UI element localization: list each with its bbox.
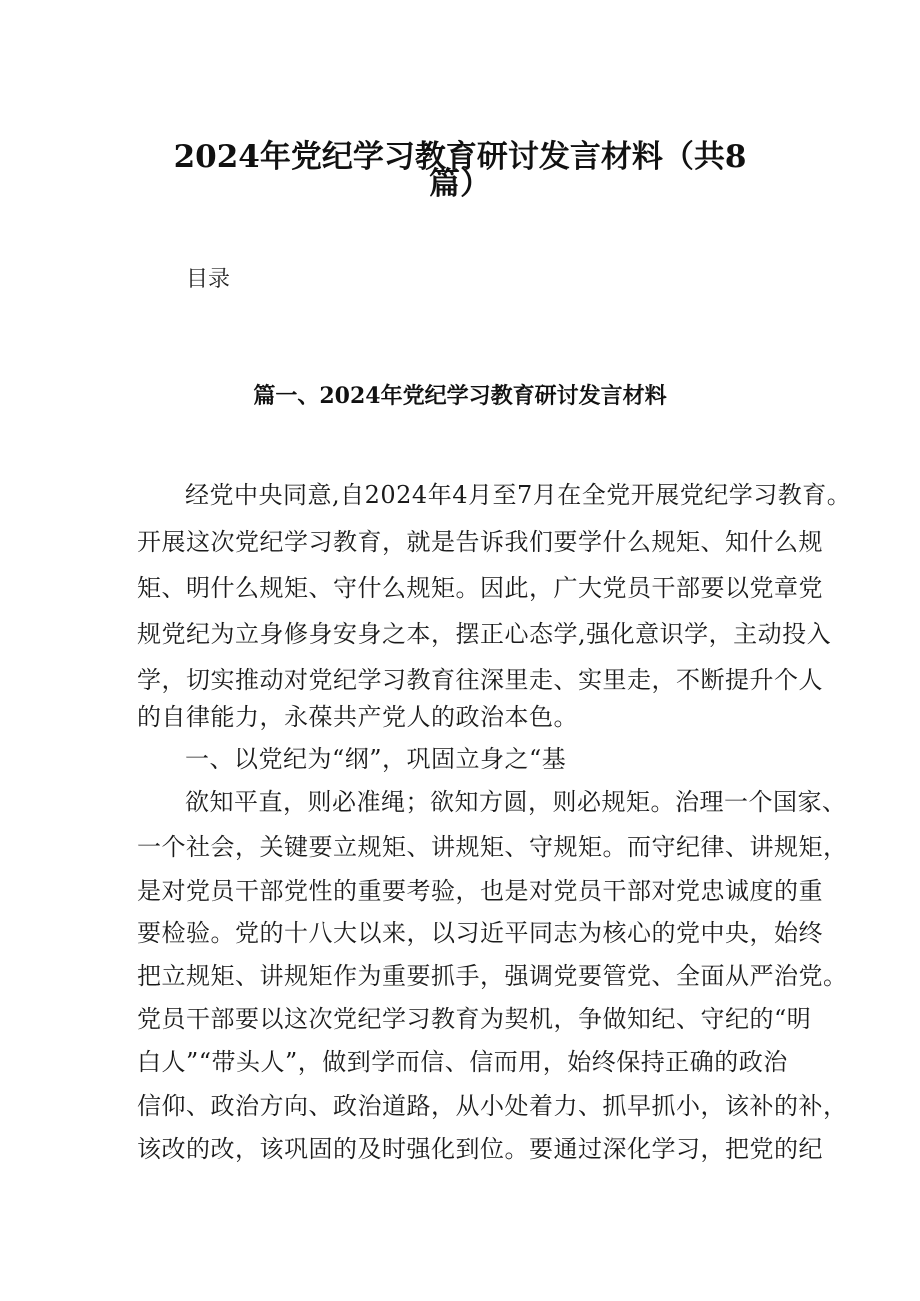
table-of-contents-label: 目录 [186, 267, 231, 292]
body-line: 一个社会，关键要立规矩、讲规矩、守规矩。而守纪律、讲规矩， [137, 833, 848, 861]
subsection-heading: 一、以党纪为“纲”，巩固立身之“基 [185, 745, 567, 773]
body-line: 要检验。党的十八大以来，以习近平同志为核心的党中央，始终 [137, 919, 823, 947]
body-line: 党员干部要以这次党纪学习教育为契机，争做知纪、守纪的“明 [137, 1005, 812, 1033]
body-line: 该改的改，该巩固的及时强化到位。要通过深化学习，把党的纪 [137, 1135, 823, 1163]
body-line: 规党纪为立身修身安身之本，摆正心态学,强化意识学，主动投入 [137, 620, 832, 648]
body-line: 学，切实推动对党纪学习教育往深里走、实里走，不断提升个人 [137, 666, 823, 694]
body-line: 开展这次党纪学习教育，就是告诉我们要学什么规矩、知什么规 [137, 528, 823, 556]
section-heading: 篇一、2024年党纪学习教育研讨发言材料 [253, 383, 667, 409]
body-line: 欲知平直，则必准绳；欲知方圆，则必规矩。治理一个国家、 [185, 788, 847, 816]
body-line: 是对党员干部党性的重要考验，也是对党员干部对党忠诚度的重 [137, 877, 823, 905]
document-title-line-1: 2024年党纪学习教育研讨发言材料（共8 [173, 139, 747, 175]
body-line: 矩、明什么规矩、守什么规矩。因此，广大党员干部要以党章党 [137, 574, 823, 602]
body-line: 白人”“带头人”，做到学而信、信而用，始终保持正确的政治 [137, 1048, 788, 1076]
body-line: 经党中央同意,自2024年4月至7月在全党开展党纪学习教育。 [185, 481, 852, 509]
body-line: 信仰、政治方向、政治道路，从小处着力、抓早抓小，该补的补， [137, 1092, 848, 1120]
document-title-line-2: 篇） [429, 166, 491, 202]
body-line: 的自律能力，永葆共产党人的政治本色。 [137, 703, 578, 731]
body-line: 把立规矩、讲规矩作为重要抓手，强调党要管党、全面从严治党。 [137, 962, 848, 990]
